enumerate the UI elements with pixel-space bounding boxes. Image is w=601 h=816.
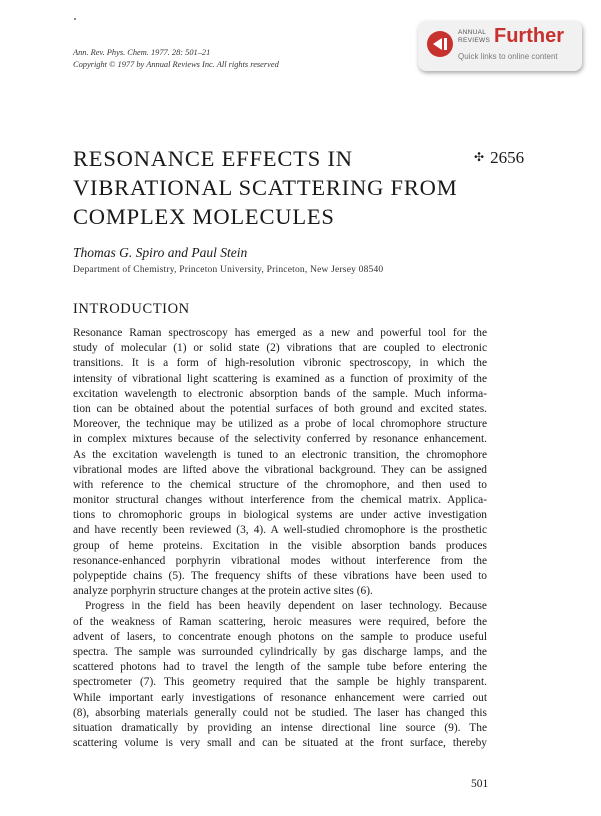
annual-reviews-logo: ANNUAL REVIEWS [458, 29, 491, 44]
cross-icon: ✣ [474, 150, 485, 164]
affiliation: Department of Chemistry, Princeton University, Princeton, New Jersey 08540 [73, 265, 384, 275]
journal-citation [73, 47, 279, 70]
body-text [73, 326, 487, 751]
quick-links-label: Quick links to online content [458, 52, 558, 61]
back-arrow-icon [427, 31, 453, 57]
article-code [474, 148, 524, 168]
body-line: As the excitation wavelength is tuned to an electronic transition, the chromophore [73, 448, 487, 461]
authors: Thomas G. Spiro and Paul Stein [73, 245, 248, 260]
further-badge[interactable] [418, 21, 582, 71]
body-line: (8), absorbing materials generally could not be studied. The laser has changed this [73, 706, 487, 719]
body-line: and have recently been reviewed (3, 4). A well-studied chromophore is the prosthetic [73, 524, 487, 537]
body-line: of the weakness of Raman scattering, heroic measures were required, before the [73, 615, 487, 628]
body-line: study of molecular (1) or solid state (2) vibrations that are coupled to electronic [73, 342, 487, 355]
section-heading: INTRODUCTION [73, 301, 190, 317]
further-label: Further [494, 25, 564, 47]
body-line: situation dramatically by providing an intense directional line source (9). The [73, 721, 487, 734]
body-line: Progress in the field has been heavily dependent on laser technology. Because [85, 600, 487, 613]
body-line: in complex mixtures because of the selectivity conferred by resonance enhancement. [73, 433, 487, 446]
body-line: with reference to the chemical structure of the chromophore, and then used to [73, 478, 487, 491]
body-line: scattering volume is very small and can be situated at the front surface, thereby [73, 737, 487, 750]
body-line: Resonance Raman spectroscopy has emerged as a new and powerful tool for the [73, 327, 487, 339]
body-line: Moreover, the technique may be utilized as a probe of local chromophore structure [73, 418, 487, 431]
article-title [73, 144, 458, 231]
body-line: vibrational modes are lifted above the vibrational background. They can be assigned [73, 463, 487, 476]
title-line-2: VIBRATIONAL SCATTERING FROM [73, 175, 458, 200]
page-speck [74, 18, 76, 20]
body-line: spectra. The sample was surrounded cylindrically by gas discharge lamps, and the [73, 645, 487, 658]
body-line: While important early investigations of resonance enhancement were carried out [73, 691, 487, 704]
citation-line-2: Copyright © 1977 by Annual Reviews Inc. All rights reserved [73, 59, 279, 69]
page-number: 501 [471, 778, 489, 790]
body-line: tion can be obtained about the potential surfaces of both ground and excited states. [73, 402, 487, 415]
body-line: advent of lasers, to concentrate enough photons on the sample to produce useful [73, 630, 487, 643]
body-line: monitor structural changes without interference from the chemical matrix. Applica- [73, 494, 487, 507]
body-line: intensity of vibrational light scattering is examined as a function of proximity of the [73, 372, 487, 385]
body-line: analyze porphyrin structure changes at the protein active sites (6). [73, 585, 373, 598]
body-line: transitions. It is a form of high-resolution vibronic spectroscopy, in which the [73, 357, 487, 370]
body-line: excitation wavelength to electronic absorption bands of the sample. Much informa- [73, 387, 487, 400]
body-line: scattered photons had to travel the length of the sample tube before entering the [73, 661, 487, 674]
title-line-3: COMPLEX MOLECULES [73, 204, 335, 229]
body-line: polypeptide chains (5). The frequency shifts of these vibrations have been used to [73, 570, 487, 582]
body-line: group of heme proteins. Excitation in the visible absorption bands produces [73, 539, 487, 552]
title-line-1: RESONANCE EFFECTS IN [73, 146, 353, 171]
article-code-number: 2656 [490, 148, 525, 167]
body-line: spectrometer (7). This geometry required that the sample be highly transparent. [73, 676, 487, 689]
citation-line-1: Ann. Rev. Phys. Chem. 1977. 28: 501–21 [73, 48, 211, 57]
body-line: resonance-enhanced porphyrin vibrational modes without interference from the [73, 554, 487, 567]
body-line: tions to chromophoric groups in biological systems are under active investigation [73, 509, 487, 522]
